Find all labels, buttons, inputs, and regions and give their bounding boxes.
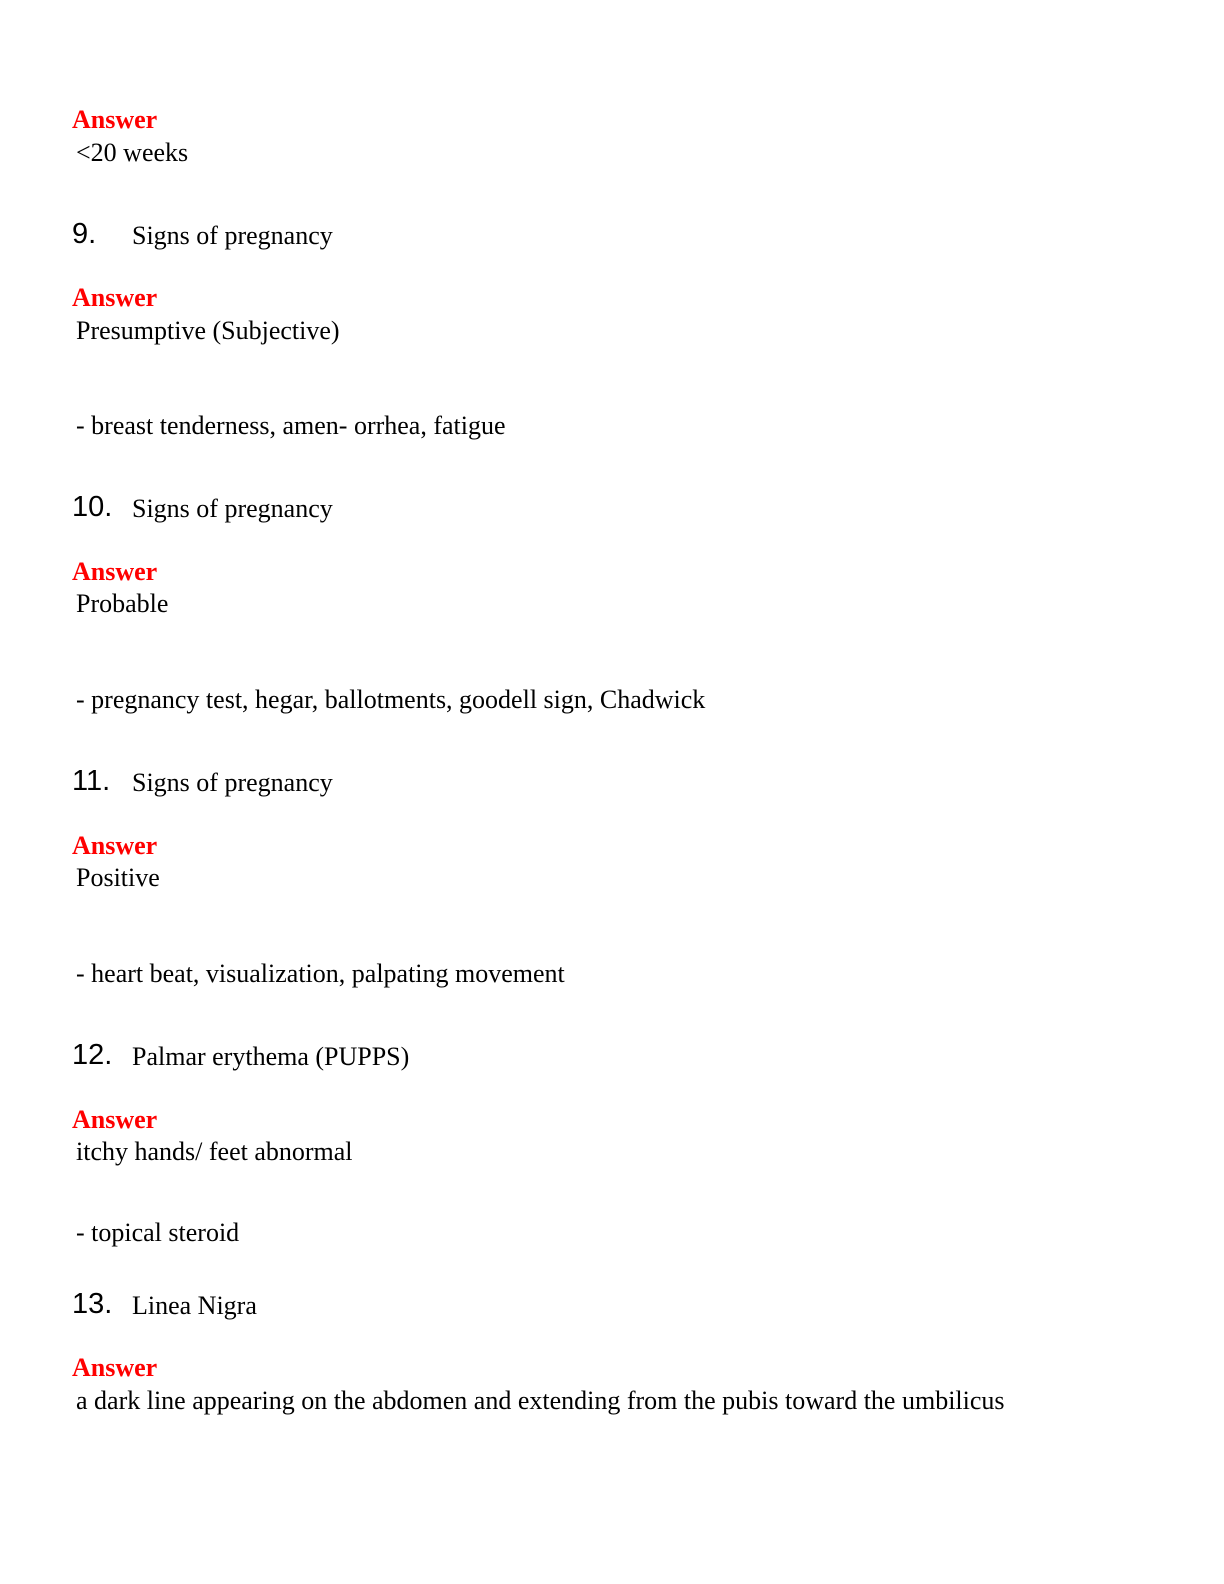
answer-text: itchy hands/ feet abnormal: [76, 1137, 353, 1166]
answer-label: Answer: [72, 1353, 158, 1382]
answer-text: Presumptive (Subjective): [76, 316, 340, 345]
answer-detail: - topical steroid: [76, 1218, 240, 1247]
answer-text: Positive: [76, 863, 160, 892]
answer-label: Answer: [72, 283, 158, 312]
question-text: Signs of pregnancy: [132, 494, 333, 523]
answer-label: Answer: [72, 105, 158, 134]
answer-text: a dark line appearing on the abdomen and extending from the pubis toward the umbilicus: [76, 1386, 1005, 1415]
question-number: 9.: [72, 218, 97, 250]
question-text: Signs of pregnancy: [132, 221, 333, 250]
answer-text: Probable: [76, 589, 169, 618]
answer-label: Answer: [72, 557, 158, 586]
answer-label: Answer: [72, 831, 158, 860]
answer-detail: - breast tenderness, amen- orrhea, fatigue: [76, 411, 506, 440]
question-number: 11.: [72, 765, 111, 797]
question-number: 10.: [72, 491, 113, 523]
question-number: 13.: [72, 1288, 113, 1320]
question-text: Linea Nigra: [132, 1291, 257, 1320]
question-text: Palmar erythema (PUPPS): [132, 1042, 410, 1071]
question-text: Signs of pregnancy: [132, 768, 333, 797]
answer-detail: - heart beat, visualization, palpating movement: [76, 959, 565, 988]
question-number: 12.: [72, 1039, 113, 1071]
answer-text: <20 weeks: [76, 138, 189, 167]
answer-label: Answer: [72, 1105, 158, 1134]
answer-detail: - pregnancy test, hegar, ballotments, goodell sign, Chadwick: [76, 685, 706, 714]
